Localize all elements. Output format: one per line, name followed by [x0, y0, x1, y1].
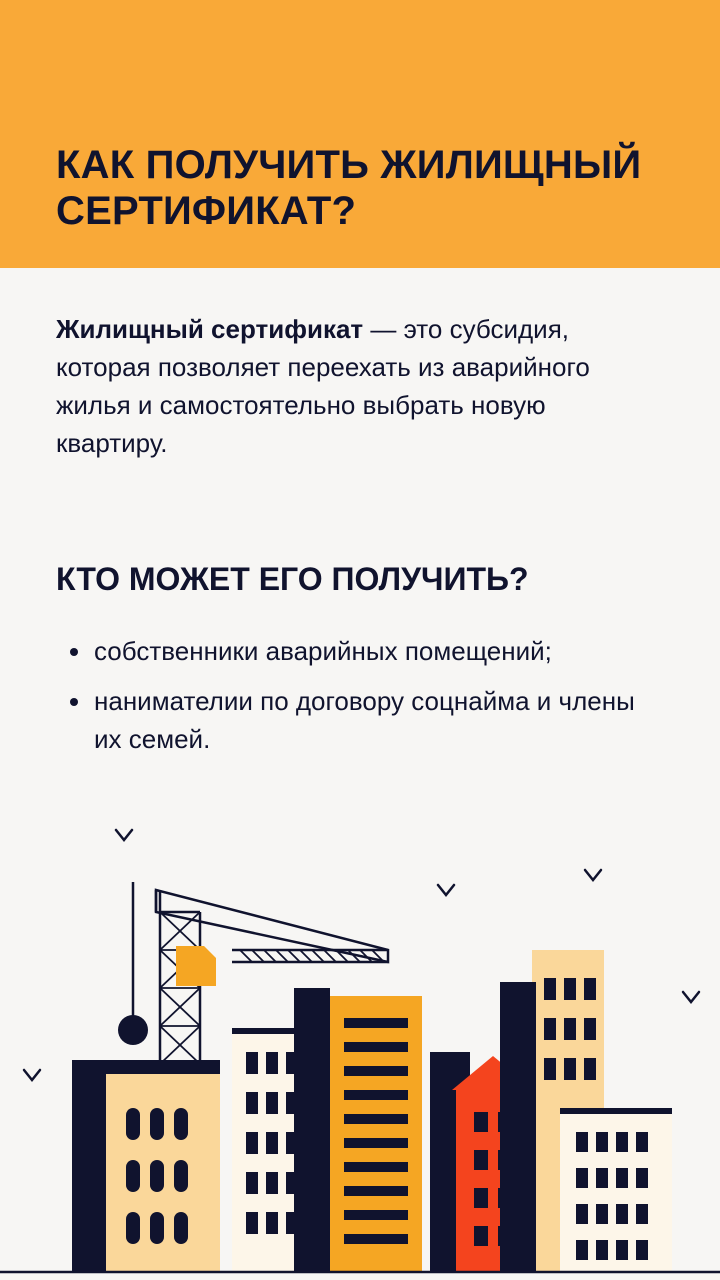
city-construction-illustration [0, 820, 720, 1280]
intro-lead: Жилищный сертификат [56, 314, 364, 344]
eligibility-list [56, 632, 664, 758]
list-item: нанимателии по договору соцнайма и члены их семей. [56, 682, 664, 758]
intro-rest: — это субсидия, которая позволяет переехать из аварийного жилья и самостоятельно выбрать новую квартиру. [56, 314, 590, 458]
page-title: КАК ПОЛУЧИТЬ ЖИЛИЩНЫЙ СЕРТИФИКАТ? [56, 143, 642, 233]
header-band [0, 0, 720, 268]
intro-paragraph [56, 310, 656, 462]
section-title: КТО МОЖЕТ ЕГО ПОЛУЧИТЬ? [56, 561, 529, 597]
list-item: собственники аварийных помещений; [56, 632, 664, 670]
eligibility-section [0, 462, 720, 758]
intro-block [0, 268, 720, 462]
